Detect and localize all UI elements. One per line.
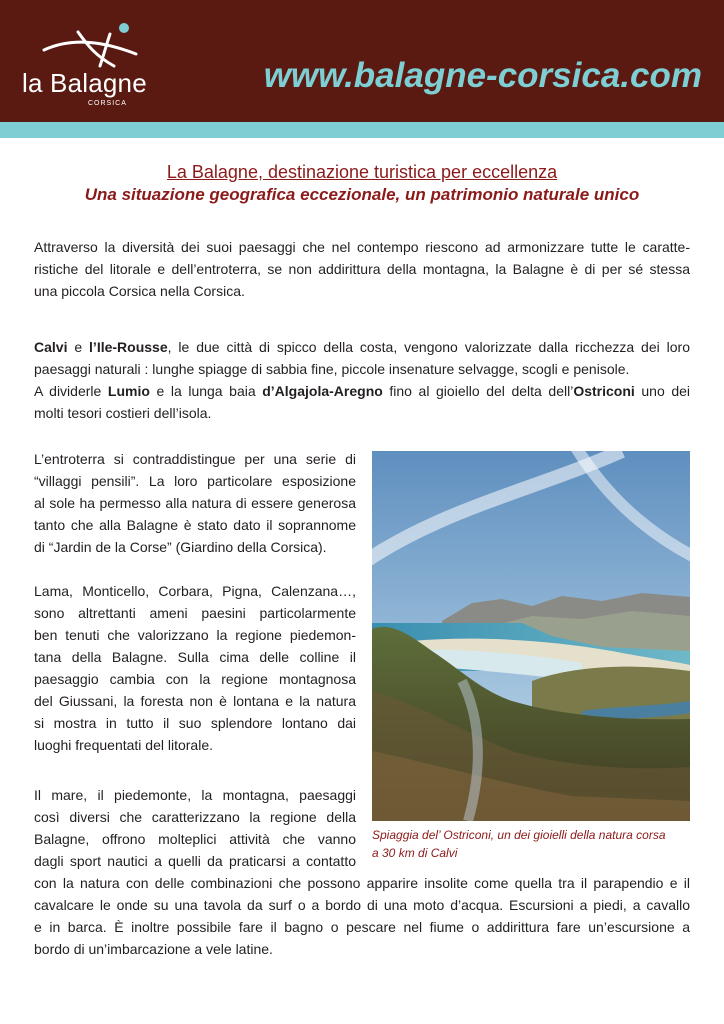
villages-line: si mostra in tutto il suo splendore lontano dai: [34, 715, 356, 731]
coast-paragraph: [34, 336, 690, 424]
ostriconi-name: Ostriconi: [573, 383, 635, 399]
ostriconi-landscape-image: [372, 451, 690, 821]
logo: [22, 20, 172, 110]
caption-line: Spiaggia del’ Ostriconi, un dei gioielli della natura corsa: [372, 828, 666, 842]
inland-line: tanto che alla Balagne è stato dato il soprannome: [34, 517, 356, 533]
coast-line: molti tesori costieri dell’isola.: [34, 405, 212, 421]
calvi-name: Calvi: [34, 339, 68, 355]
activities-line: Il mare, il piedemonte, la montagna, paesaggi: [34, 787, 356, 803]
inland-line: al sole ha permesso alla natura di essere generosa: [34, 495, 356, 511]
intro-line: una piccola Corsica nella Corsica.: [34, 283, 245, 299]
coast-line: [34, 336, 690, 358]
logo-swirl-icon: [40, 20, 150, 70]
inland-line: “villaggi pensili”. La loro particolare esposizione: [34, 473, 356, 489]
page-title: La Balagne, destinazione turistica per eccellenza: [166, 162, 558, 182]
text-fragment: e la lunga baia: [149, 383, 263, 399]
photo-caption: [372, 826, 692, 862]
activities-line: e in barca. È inoltre possibile fare il bagno o pescare nel fiume o addirittura fare un’escursione a: [34, 919, 690, 935]
algajola-name: d’Algajola-Aregno: [262, 383, 383, 399]
coast-line: [34, 380, 690, 402]
inland-paragraph: [34, 448, 356, 558]
villages-line: Lama, Monticello, Corbara, Pigna, Calenzana…,: [34, 583, 356, 599]
intro-paragraph: [34, 236, 690, 302]
villages-line: del Giussani, la foresta non è lontana e la natura: [34, 693, 356, 709]
logo-text: la Balagne: [22, 68, 147, 98]
website-url: www.balagne-corsica.com: [263, 56, 702, 95]
activities-line: bordo di un’imbarcazione a vele latine.: [34, 941, 273, 957]
activities-line: con la natura con delle combinazioni che possono apparire insolite come quella tra il parapendio e il: [34, 875, 690, 891]
intro-line: ristiche del litorale e dell’entroterra, se non addirittura della montagna, la Balagne è di per sé stessa: [34, 261, 690, 277]
inland-line: L’entroterra si contraddistingue per una serie di: [34, 451, 356, 467]
activities-line: dagli sport nautici a quelli da praticarsi a contatto: [34, 853, 356, 869]
beach-photo: [372, 451, 690, 821]
logo-subtext: CORSICA: [88, 100, 127, 107]
text-fragment: e: [67, 339, 90, 355]
villages-paragraph: [34, 580, 356, 756]
lumio-name: Lumio: [107, 383, 150, 399]
ile-rousse-name: l’Ile-Rousse: [89, 339, 168, 355]
text-fragment: fino al gioiello del delta dell’: [382, 383, 574, 399]
text-fragment: A dividerle: [34, 383, 108, 399]
text-fragment: uno dei: [634, 383, 691, 399]
text-fragment: , le due città di spicco della costa, vengono valorizzate dalla ricchezza dei loro: [167, 339, 690, 355]
page-subtitle: Una situazione geografica eccezionale, un patrimonio naturale unico: [84, 185, 640, 204]
coast-line: paesaggi naturali : lunghe spiagge di sabbia fine, piccole insenature selvagge, scogli e penisole.: [34, 361, 630, 377]
villages-line: luoghi frequentati del litorale.: [34, 737, 214, 753]
inland-line: di “Jardin de la Corse” (Giardino della Corsica).: [34, 539, 327, 555]
villages-line: ben tenuti che valorizzano la regione piedemon-: [34, 627, 356, 643]
activities-line: così diversi che caratterizzano la regione della: [34, 809, 356, 825]
intro-line: Attraverso la diversità dei suoi paesaggi che nel contempo riescono ad armonizzare tutte le caratte-: [34, 239, 690, 255]
activities-line: cavalcare le onde su una tavola da surf o a bordo di una moto d’acqua. Escursioni a piedi, a cavallo: [34, 897, 690, 913]
caption-line: a 30 km di Calvi: [372, 846, 458, 860]
header-turquoise-band: [0, 122, 724, 138]
villages-line: paesaggio cambia con la regione montagnosa: [34, 671, 356, 687]
villages-line: tana della Balagne. Sulla cima delle colline il: [34, 649, 356, 665]
villages-line: sono altrettanti ameni paesini particolarmente: [34, 605, 356, 621]
activities-line: Balagne, offrono molteplici attività che vanno: [34, 831, 356, 847]
